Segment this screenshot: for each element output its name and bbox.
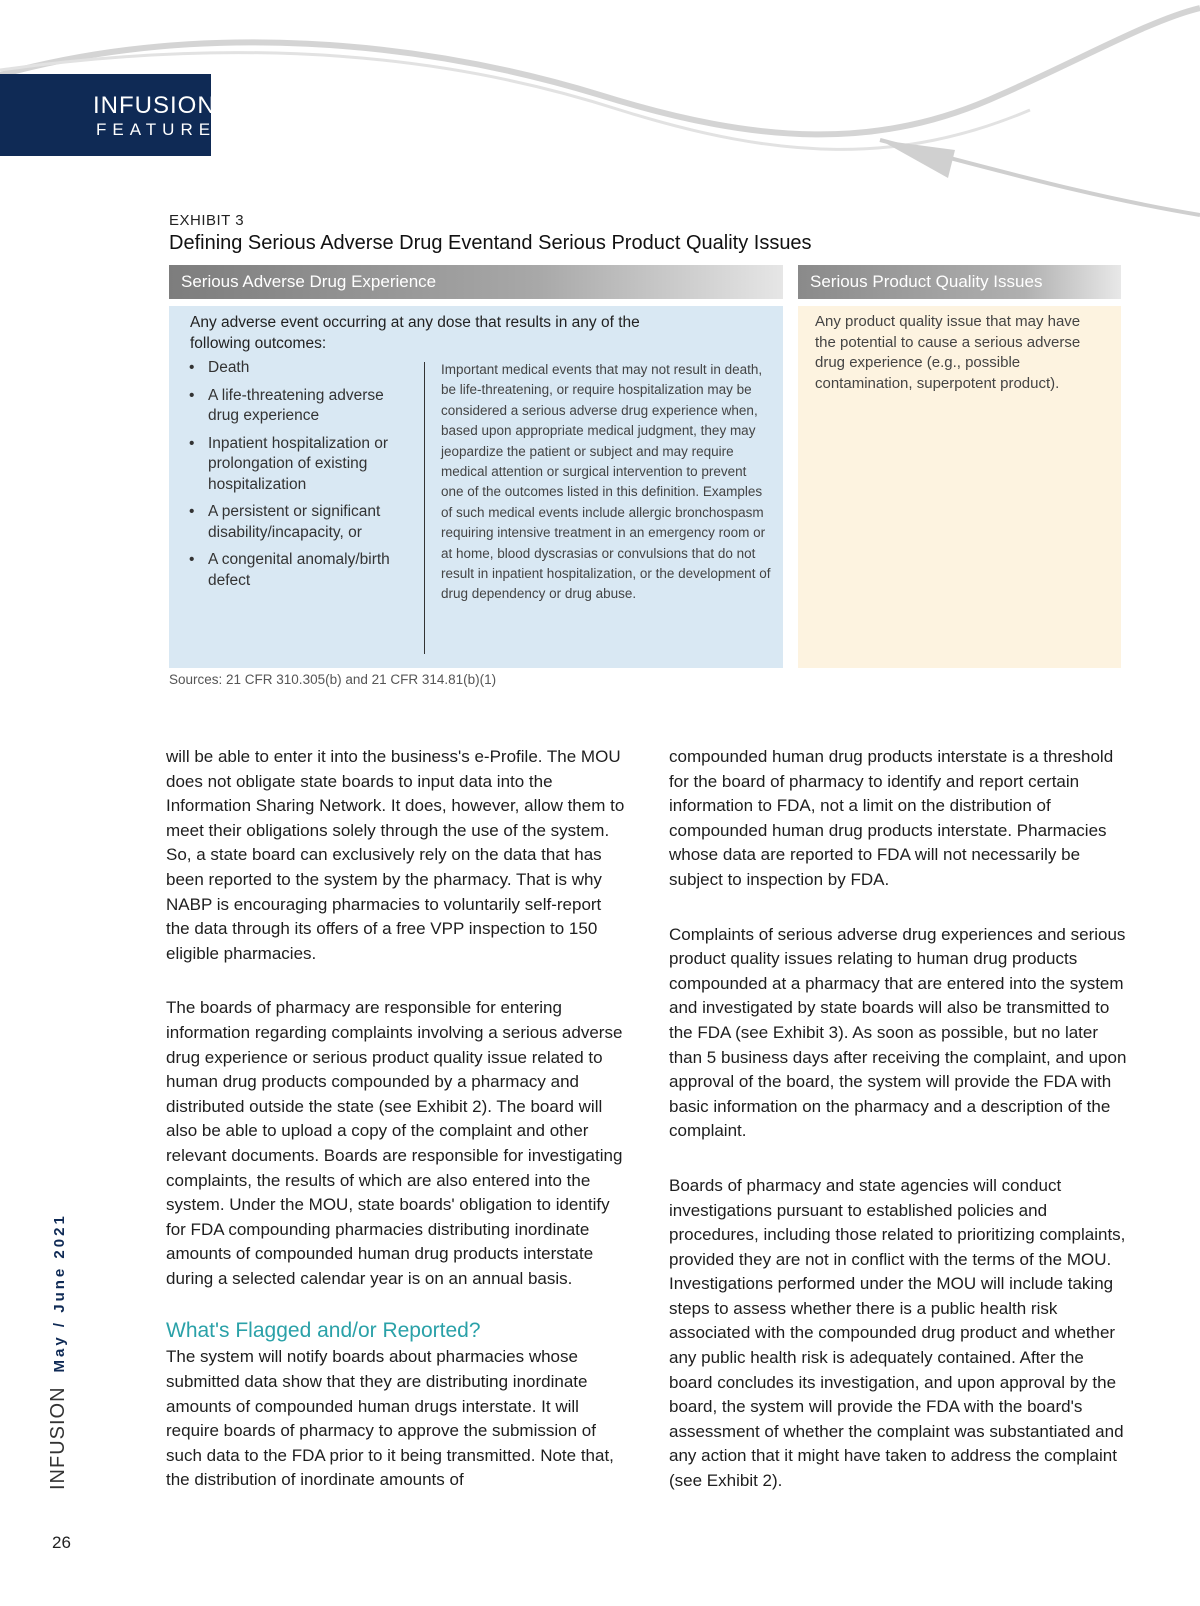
brand-logo: INFUSION [93, 92, 216, 119]
page-number: 26 [52, 1533, 71, 1552]
side-magazine-name: INFUSION [47, 1386, 69, 1490]
list-item: • A life-threatening adverse drug experience [189, 386, 409, 427]
adverse-experience-box [169, 306, 783, 668]
left-article-column [166, 745, 626, 1493]
exhibit-label: EXHIBIT 3 [169, 212, 245, 229]
adverse-intro: Any adverse event occurring at any dose that results in any of the following outcomes: [190, 314, 640, 352]
side-running-footer [47, 1213, 70, 1490]
brand-block [0, 74, 217, 156]
right-table-header: Serious Product Quality Issues [798, 265, 1121, 299]
paragraph: compounded human drug products interstate is a threshold for the board of pharmacy to identify and report certain information to FDA, not a limit on the distribution of compounded human drug products interstate. Pharmacies whose data are reported to FDA will not necessarily be subject to inspection by FDA. [669, 747, 1114, 889]
list-item: • Inpatient hospitalization or prolongation of existing hospitalization [189, 434, 409, 496]
column-divider [424, 362, 425, 654]
right-article-column [669, 745, 1129, 1494]
quality-issues-text: Any product quality issue that may have the potential to cause a serious adverse drug experience (e.g., possible contamination, superpotent product). [815, 313, 1081, 392]
side-issue-date: May / June 2021 [51, 1213, 68, 1373]
paragraph: The boards of pharmacy are responsible for entering information regarding complaints involving a serious adverse drug experience or serious product quality issue related to human drug products compounded by a pharmacy and distributed outside the state (see Exhibit 2). The board will also be able to upload a copy of the complaint and other relevant documents. Boards are responsible for investigating complaints, the results of which are also entered into the system. Under the MOU, state boards' obligation to identify for FDA compounding pharmacies distributing inordinate amounts of compounded human drug products interstate during a selected calendar year is on an annual basis. [166, 998, 623, 1288]
left-table-header: Serious Adverse Drug Experience [169, 265, 783, 299]
paragraph: The system will notify boards about pharmacies whose submitted data show that they are distributing inordinate amounts of compounded human drugs interstate. It will require boards of pharmacy to approve the submission of such data to the FDA prior to it being transmitted. Note that, the distribution of inordinate amounts of [166, 1347, 614, 1490]
paragraph: Complaints of serious adverse drug experiences and serious product quality issues relating to human drug products compounded at a pharmacy that are entered into the system and investigated by state boards will also be transmitted to the FDA (see Exhibit 3). As soon as possible, but no later than 5 business days after receiving the complaint, and upon approval of the board, the system will provide the FDA with basic information on the pharmacy and a description of the complaint. [669, 924, 1127, 1141]
brand-section: FEATURE [96, 120, 217, 139]
section-heading: What's Flagged and/or Reported? [166, 1319, 481, 1343]
exhibit-title: Defining Serious Adverse Drug Eventand Serious Product Quality Issues [169, 232, 812, 254]
exhibit-heading [169, 212, 1124, 255]
paragraph: Boards of pharmacy and state agencies will conduct investigations pursuant to established policies and procedures, including those related to prioritizing complaints, provided they are not in conflict with the terms of the MOU. Investigations performed under the MOU will include taking steps to assess whether there is a public health risk associated with the compounded drug product and whether any public health risk is adequately contained. After the board concludes its investigation, and upon approval by the board, the system will provide the FDA with the board's assessment of whether the complaint was substantiated and any action that it might have taken to address the complaint (see Exhibit 2). [669, 1175, 1126, 1491]
outcome-list [189, 358, 409, 598]
list-item: • Death [189, 358, 409, 379]
list-item: • A persistent or significant disability/incapacity, or [189, 502, 409, 543]
sources-note: Sources: 21 CFR 310.305(b) and 21 CFR 314.81(b)(1) [169, 672, 497, 687]
list-item: • A congenital anomaly/birth defect [189, 550, 409, 591]
important-events-text: Important medical events that may not result in death, be life-threatening, or require hospitalization may be considered a serious adverse drug experience when, based upon appropriate medical judgment, they may jeopardize the patient or subject and may require medical attention or surgical intervention to prevent one of the outcomes listed in this definition. Examples of such medical events include allergic bronchospasm requiring intensive treatment in an emergency room or at home, blood dyscrasias or convulsions that do not result in inpatient hospitalization, or the development of drug dependency or drug abuse. [441, 362, 771, 602]
quality-issues-box [798, 306, 1121, 668]
paragraph: will be able to enter it into the business's e-Profile. The MOU does not obligate state boards to input data into the Information Sharing Network. It does, however, allow them to meet their obligations solely through the use of the system. So, a state board can exclusively rely on the data that has been reported to the system by the pharmacy. That is why NABP is encouraging pharmacies to voluntarily self-report the data through its offers of a free VPP inspection to 150 eligible pharmacies. [166, 747, 625, 963]
